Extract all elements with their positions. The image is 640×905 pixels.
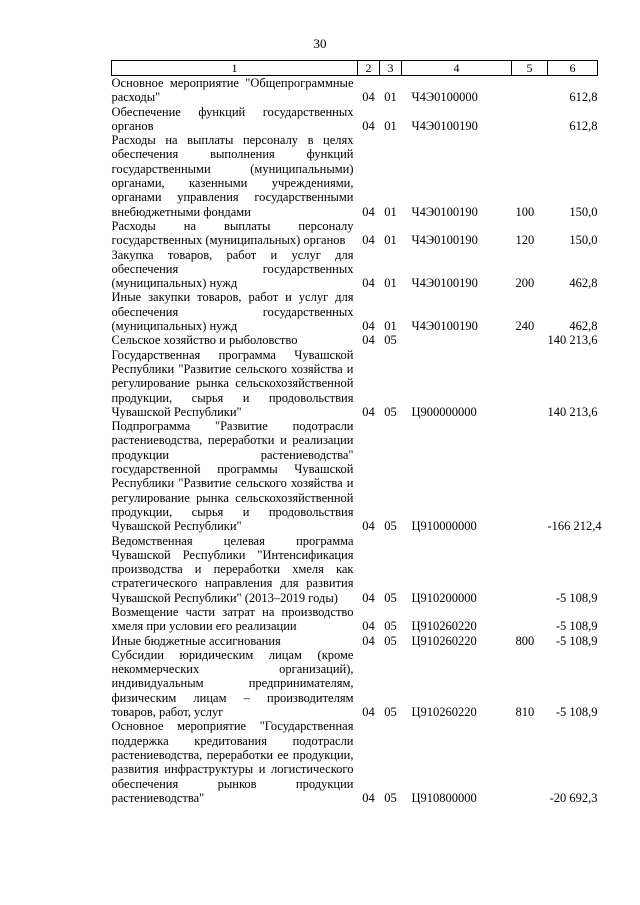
table-row xyxy=(112,419,598,533)
row-subsection-code: 01 xyxy=(384,276,397,291)
row-expense-type xyxy=(512,534,548,605)
row-amount: -5 108,9 xyxy=(555,705,598,720)
row-expense-type xyxy=(512,719,548,805)
row-expense-type: 810 xyxy=(515,705,535,720)
page-number: 30 xyxy=(313,36,327,51)
table-row xyxy=(112,290,598,333)
table-row xyxy=(112,719,598,805)
row-name: Основное мероприятие "Общепрограммные расходы" xyxy=(111,76,354,105)
row-section-code: 04 xyxy=(362,705,375,720)
row-target-article: Ц910260220 xyxy=(411,633,477,648)
table-row xyxy=(112,133,598,219)
row-target-article: Ч4Э0100190 xyxy=(411,204,478,219)
row-expense-type: 240 xyxy=(515,319,535,334)
row-expense-type xyxy=(512,76,548,105)
row-amount: 612,8 xyxy=(569,118,598,133)
row-expense-type: 800 xyxy=(515,633,535,648)
table-row xyxy=(112,219,598,248)
row-section-code: 04 xyxy=(362,590,375,605)
row-expense-type xyxy=(512,348,548,419)
row-subsection-code: 05 xyxy=(384,333,397,348)
row-target-article: Ц910260220 xyxy=(411,705,477,720)
row-subsection-code: 05 xyxy=(384,404,397,419)
row-name: Иные бюджетные ассигнования xyxy=(111,633,281,648)
row-subsection-code: 01 xyxy=(384,319,397,334)
row-expense-type xyxy=(512,105,548,134)
row-amount: -20 692,3 xyxy=(549,790,598,805)
row-amount: 140 213,6 xyxy=(547,404,598,419)
row-expense-type: 200 xyxy=(515,276,535,291)
table-row xyxy=(112,534,598,605)
table-row xyxy=(112,105,598,134)
row-amount: -5 108,9 xyxy=(555,619,598,634)
row-amount: -5 108,9 xyxy=(555,633,598,648)
row-subsection-code: 01 xyxy=(384,118,397,133)
row-amount: -5 108,9 xyxy=(555,590,598,605)
row-subsection-code: 05 xyxy=(384,519,397,534)
row-name: Субсидии юридическим лицам (кроме некоммерческих организаций), индивидуальным предпринимателям, физическим лицам – производителям товаров, работ, услуг xyxy=(111,647,354,720)
table-body xyxy=(111,76,602,806)
row-subsection-code: 05 xyxy=(384,705,397,720)
row-subsection-code: 05 xyxy=(384,619,397,634)
row-target-article: Ч4Э0100190 xyxy=(411,118,478,133)
row-name: Иные закупки товаров, работ и услуг для обеспечения государственных (муниципальных) нужд xyxy=(111,290,354,334)
row-target-article: Ц910200000 xyxy=(411,590,477,605)
header-col-3: 3 xyxy=(380,61,402,76)
header-col-6: 6 xyxy=(548,61,598,76)
table-row xyxy=(112,348,598,419)
row-target-article: Ч4Э0100190 xyxy=(411,233,478,248)
row-expense-type: 100 xyxy=(515,204,535,219)
row-subsection-code: 05 xyxy=(384,633,397,648)
row-subsection-code: 01 xyxy=(384,204,397,219)
row-target-article: Ч4Э0100190 xyxy=(411,276,478,291)
row-name: Сельское хозяйство и рыболовство xyxy=(111,333,298,348)
row-section-code: 04 xyxy=(362,404,375,419)
row-amount: 150,0 xyxy=(569,233,598,248)
row-amount: 150,0 xyxy=(569,204,598,219)
row-name: Обеспечение функций государственных органов xyxy=(111,104,354,133)
row-target-article: Ч4Э0100190 xyxy=(411,319,478,334)
row-section-code: 04 xyxy=(362,90,375,105)
row-name: Основное мероприятие "Государственная поддержка кредитования подотрасли растениеводства, переработки ее продукции, развития инфраструктуры и логистического обеспечения рынков продукции растениеводства" xyxy=(111,719,354,805)
table-row xyxy=(112,333,598,347)
row-name: Расходы на выплаты персоналу государственных (муниципальных) органов xyxy=(111,218,354,248)
table-row xyxy=(112,605,598,634)
row-name: Государственная программа Чувашской Республики "Развитие сельского хозяйства и регулирование рынка сельскохозяйственной продукции, сырья и продовольствия Чувашской Республики" xyxy=(111,347,354,419)
row-name: Расходы на выплаты персоналу в целях обеспечения выполнения функций государственными (муниципальными) органами, казенными учреждениями, органами управления государственными внебюджетными фондами xyxy=(111,133,354,219)
row-name: Подпрограмма "Развитие подотрасли растениеводства, переработки и реализации продукции растениеводства" государственной программы Чувашской Республики "Развитие сельского хозяйства и регулирование рынка сельскохозяйственной продукции, сырья и продовольствия Чувашской Республики" xyxy=(111,419,354,534)
row-target-article: Ц910260220 xyxy=(411,619,477,634)
row-section-code: 04 xyxy=(362,204,375,219)
row-target-article: Ц910000000 xyxy=(411,519,477,534)
table-row xyxy=(112,248,598,291)
row-amount: 612,8 xyxy=(569,90,598,105)
table-row xyxy=(112,76,598,105)
row-section-code: 04 xyxy=(362,319,375,334)
table-row xyxy=(112,648,598,719)
header-col-4: 4 xyxy=(402,61,512,76)
header-row xyxy=(112,61,598,76)
row-section-code: 04 xyxy=(362,333,375,348)
header-col-2: 2 xyxy=(358,61,380,76)
row-expense-type: 120 xyxy=(515,233,535,248)
row-target-article: Ч4Э0100000 xyxy=(411,90,478,105)
row-section-code: 04 xyxy=(362,633,375,648)
row-section-code: 04 xyxy=(362,619,375,634)
row-amount: 462,8 xyxy=(569,276,598,291)
row-target-article: Ц910800000 xyxy=(411,790,477,805)
row-expense-type xyxy=(512,605,548,634)
row-name: Закупка товаров, работ и услуг для обеспечения государственных (муниципальных) нужд xyxy=(111,247,354,291)
row-expense-type xyxy=(512,419,548,533)
row-amount: 140 213,6 xyxy=(547,333,598,348)
header-col-1: 1 xyxy=(112,61,358,76)
table-row xyxy=(112,634,598,648)
row-amount: 462,8 xyxy=(569,319,598,334)
row-section-code: 04 xyxy=(362,519,375,534)
row-name: Ведомственная целевая программа Чувашской Республики "Интенсификация производства и переработки хмеля как стратегического направления для развития Чувашской Республики" (2013–2019 годы) xyxy=(111,533,354,605)
row-subsection-code: 01 xyxy=(384,233,397,248)
row-subsection-code: 01 xyxy=(384,90,397,105)
row-target-article: Ц900000000 xyxy=(411,404,477,419)
row-subsection-code: 05 xyxy=(384,790,397,805)
row-section-code: 04 xyxy=(362,233,375,248)
row-section-code: 04 xyxy=(362,790,375,805)
row-target-article xyxy=(402,333,512,347)
header-col-5: 5 xyxy=(512,61,548,76)
row-subsection-code: 05 xyxy=(384,590,397,605)
row-section-code: 04 xyxy=(362,276,375,291)
row-name: Возмещение части затрат на производство хмеля при условии его реализации xyxy=(111,604,354,634)
row-amount: -166 212,4 xyxy=(547,519,602,534)
row-section-code: 04 xyxy=(362,118,375,133)
budget-table xyxy=(111,60,602,805)
row-expense-type xyxy=(512,333,548,347)
